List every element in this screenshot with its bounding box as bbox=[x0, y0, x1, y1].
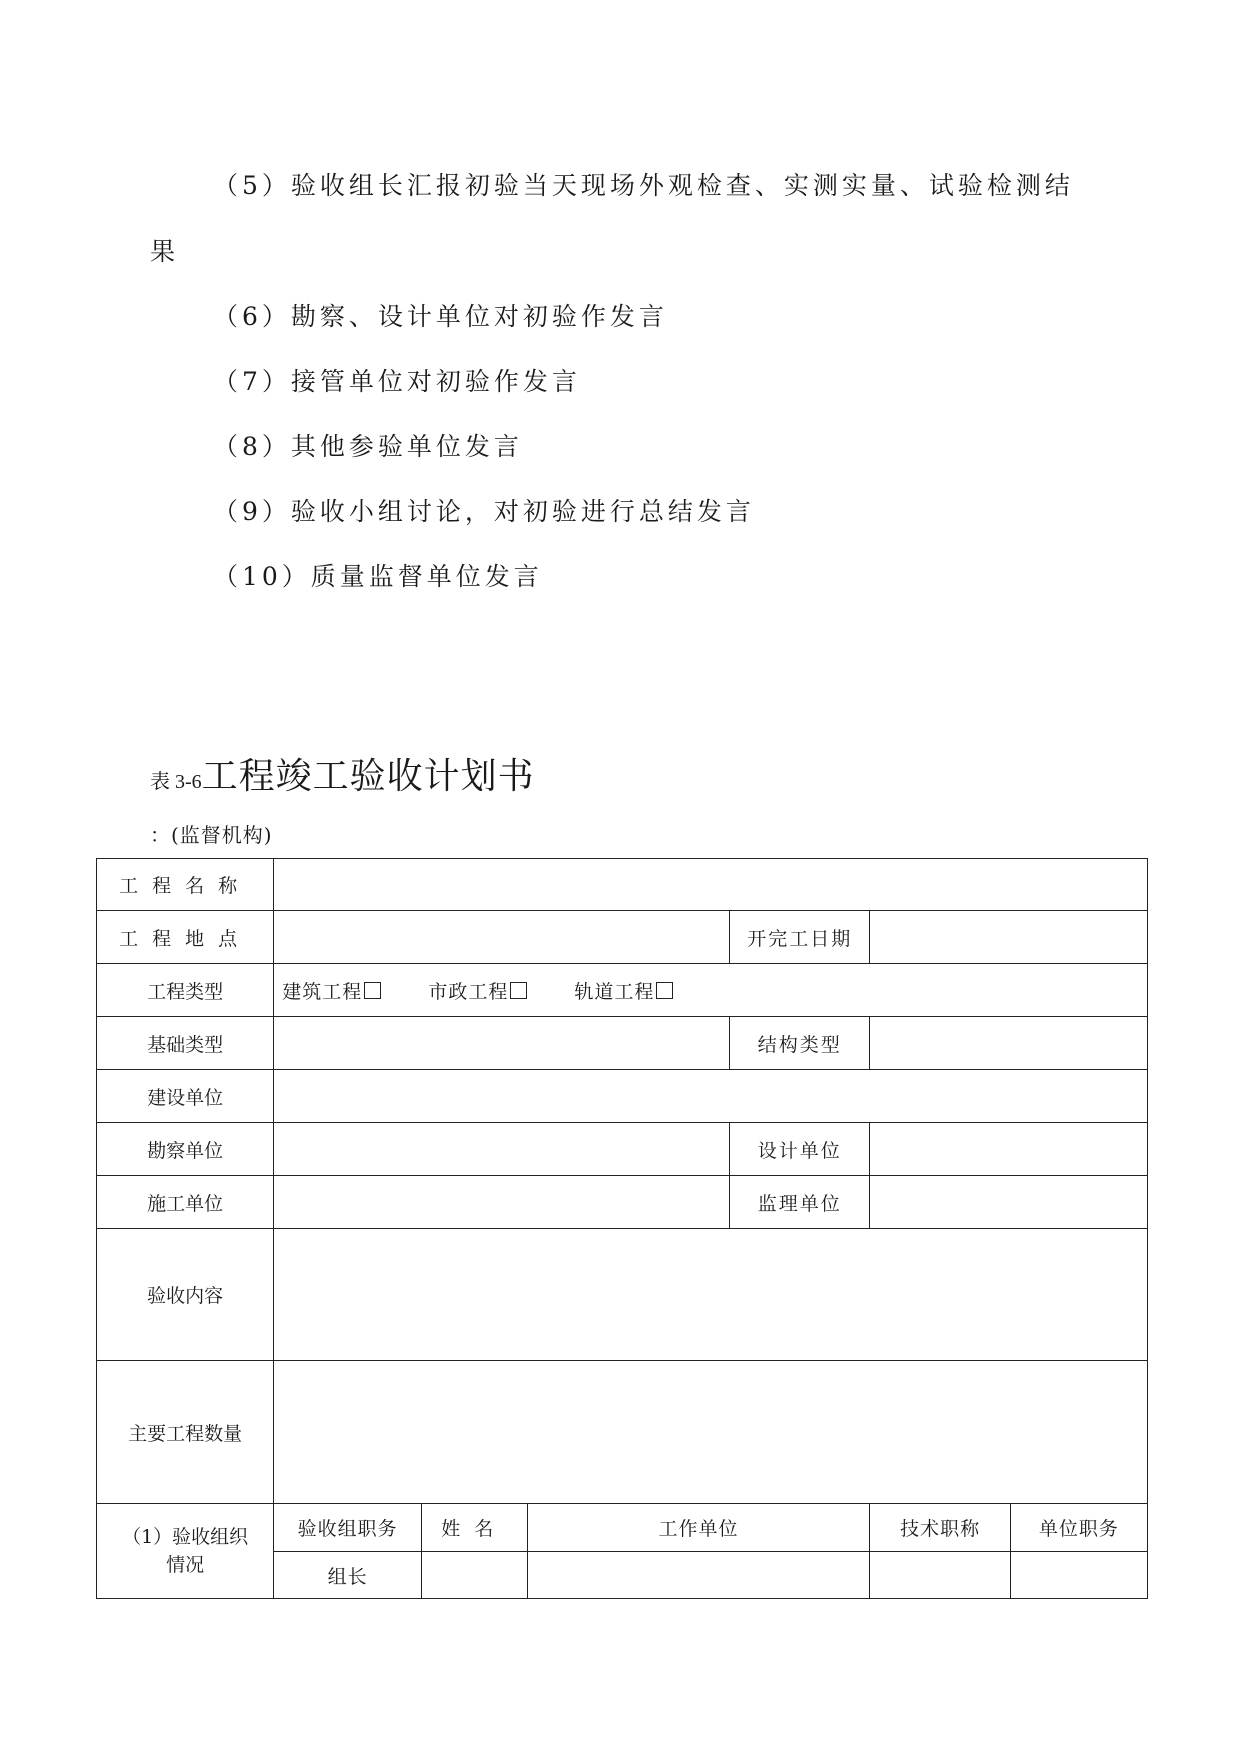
project-name-field[interactable] bbox=[274, 859, 1148, 911]
acceptance-plan-form bbox=[96, 858, 1148, 1599]
option-label: 轨道工程 bbox=[574, 980, 655, 1003]
project-type-option-building[interactable] bbox=[282, 977, 381, 1004]
acceptance-org-label-line1: （1）验收组织 bbox=[122, 1526, 249, 1548]
supervision-agency-note: ：(监督机构) bbox=[150, 823, 273, 847]
design-unit-label: 设计单位 bbox=[730, 1123, 870, 1176]
row-project-name bbox=[97, 859, 1148, 911]
org-row-technical-title-field[interactable] bbox=[870, 1552, 1010, 1599]
foundation-type-field[interactable] bbox=[274, 1017, 730, 1070]
project-type-option-municipal[interactable] bbox=[428, 977, 527, 1004]
acceptance-content-label: 验收内容 bbox=[97, 1229, 274, 1361]
row-project-type bbox=[97, 964, 1148, 1017]
column-header-name: 姓名 bbox=[421, 1504, 527, 1552]
construction-client-label: 建设单位 bbox=[97, 1070, 274, 1123]
row-survey-design bbox=[97, 1123, 1148, 1176]
builder-unit-field[interactable] bbox=[274, 1176, 730, 1229]
row-org-header bbox=[97, 1504, 1148, 1552]
org-row-unit-position-field[interactable] bbox=[1010, 1552, 1147, 1599]
builder-unit-label: 施工单位 bbox=[97, 1176, 274, 1229]
column-header-technical-title: 技术职称 bbox=[870, 1504, 1010, 1552]
project-name-label: 工程名称 bbox=[97, 859, 274, 911]
paragraph-5-cont: 果 bbox=[150, 237, 180, 266]
checkbox-icon[interactable] bbox=[510, 982, 527, 999]
design-unit-field[interactable] bbox=[870, 1123, 1148, 1176]
table-number: 表 3-6 bbox=[150, 771, 202, 793]
acceptance-content-field[interactable] bbox=[274, 1229, 1148, 1361]
paragraph-6: （6）勘察、设计单位对初验作发言 bbox=[213, 302, 668, 331]
main-quantities-label: 主要工程数量 bbox=[97, 1361, 274, 1504]
survey-unit-field[interactable] bbox=[274, 1123, 730, 1176]
paragraph-9: （9）验收小组讨论，对初验进行总结发言 bbox=[213, 497, 755, 526]
supervision-unit-label: 监理单位 bbox=[730, 1176, 870, 1229]
row-main-quantities bbox=[97, 1361, 1148, 1504]
start-end-date-field[interactable] bbox=[870, 911, 1148, 964]
org-row-name-field[interactable] bbox=[421, 1552, 527, 1599]
row-construction-client bbox=[97, 1070, 1148, 1123]
structure-type-field[interactable] bbox=[870, 1017, 1148, 1070]
paragraph-8: （8）其他参验单位发言 bbox=[213, 432, 523, 461]
column-header-work-unit: 工作单位 bbox=[527, 1504, 870, 1552]
project-location-field[interactable] bbox=[274, 911, 730, 964]
column-header-unit-position: 单位职务 bbox=[1010, 1504, 1147, 1552]
project-type-option-rail[interactable] bbox=[574, 977, 673, 1004]
acceptance-org-label-line2: 情况 bbox=[166, 1554, 205, 1576]
table-caption bbox=[150, 748, 535, 799]
construction-client-field[interactable] bbox=[274, 1070, 1148, 1123]
checkbox-icon[interactable] bbox=[364, 982, 381, 999]
org-row-role: 组长 bbox=[274, 1552, 422, 1599]
survey-unit-label: 勘察单位 bbox=[97, 1123, 274, 1176]
project-type-label: 工程类型 bbox=[97, 964, 274, 1017]
row-foundation-type bbox=[97, 1017, 1148, 1070]
acceptance-org-label bbox=[97, 1504, 274, 1599]
start-end-date-label: 开完工日期 bbox=[730, 911, 870, 964]
column-header-role: 验收组职务 bbox=[274, 1504, 422, 1552]
table-title: 工程竣工验收计划书 bbox=[201, 756, 535, 797]
row-acceptance-content bbox=[97, 1229, 1148, 1361]
paragraph-10: （10）质量监督单位发言 bbox=[213, 562, 543, 591]
main-quantities-field[interactable] bbox=[274, 1361, 1148, 1504]
project-location-label: 工程地点 bbox=[97, 911, 274, 964]
project-type-options bbox=[274, 964, 1148, 1017]
foundation-type-label: 基础类型 bbox=[97, 1017, 274, 1070]
paragraph-7: （7）接管单位对初验作发言 bbox=[213, 367, 581, 396]
supervision-unit-field[interactable] bbox=[870, 1176, 1148, 1229]
option-label: 建筑工程 bbox=[282, 980, 363, 1003]
paragraph-5: （5）验收组长汇报初验当天现场外观检查、实测实量、试验检测结 bbox=[213, 171, 1074, 200]
row-project-location bbox=[97, 911, 1148, 964]
org-row-work-unit-field[interactable] bbox=[527, 1552, 870, 1599]
structure-type-label: 结构类型 bbox=[730, 1017, 870, 1070]
checkbox-icon[interactable] bbox=[656, 982, 673, 999]
row-builder-supervision bbox=[97, 1176, 1148, 1229]
option-label: 市政工程 bbox=[428, 980, 509, 1003]
